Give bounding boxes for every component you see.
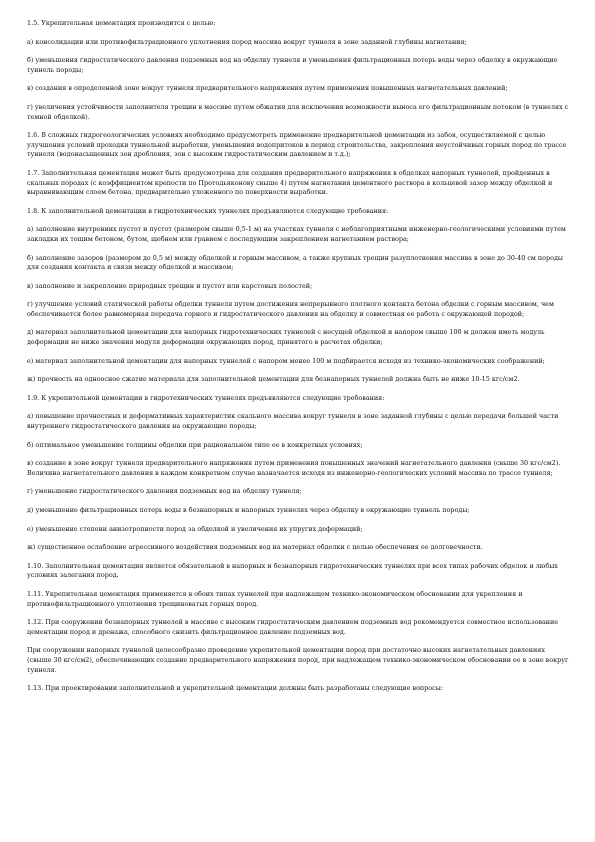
- paragraph-1-8-zh: ж) прочность на одноосное сжатие материала для заполнительной цементации для безнапорных туннелей должна быть не ниже 10-15 кгс/см2.: [27, 375, 520, 384]
- paragraph-1-9-g: г) уменьшение гидростатического давления подземных вод на обделку туннеля;: [27, 487, 302, 496]
- paragraph-1-5: 1.5. Укрепительная цементация производится с целью:: [27, 19, 216, 27]
- paragraph-1-9-v: в) создание в зоне вокруг туннеля предварительного напряжения путем применения повышенных значений нагнетательного давления (свыше 30 кгс/см2). Величина нагнетательного давления в каждом конкретном случае назначается исходя из инженерно-геологических условий массива по трассе туннеля;: [27, 459, 561, 477]
- paragraph-1-5-g: г) увеличения устойчивости заполнителя трещин в массиве путем обжатия для исключения возможности выноса его фильтрационным потоком (в туннелях с темной обделкой).: [27, 102, 569, 121]
- paragraph-1-11: 1.11. Укрепительная цементация применяется в обоих типах туннелей при надлежащем технико-экономическом обосновании для укрепления и противофильтрационного уплотнения трещиноватых горных пород.: [27, 589, 523, 608]
- paragraph-1-9-a: а) повышение прочностных и деформативных характеристик скального массива вокруг туннеля в зоне заданной глубины с целью передачи большей части внутреннего гидростатического давления на окружающие породы;: [27, 412, 559, 431]
- paragraph-1-9-zh: ж) существенное ослабление агрессивного воздействия подземных вод на материал обделки с целью обеспечения ее долговечности.: [27, 543, 483, 552]
- paragraph-1-13: 1.13. При проектировании заполнительной и укрепительной цементации должны быть разработаны следующие вопросы:: [27, 684, 443, 693]
- paragraph-1-8-b: б) заполнение зазоров (размером до 0,5 м) между обделкой и горным массивом, а также крупных трещин разуплотнения массива в зоне до 30-40 см породы для создания контакта и связи между обделкой и массивом;: [27, 253, 563, 272]
- paragraph-1-8-a: а) заполнение внутренних пустот и пустот (размером свыше 0,5-1 м) на участках туннеля с неблагоприятными инженерно-геологическими условиями путем закладки их тощим бетоном, бутом, щебнем или гравием с последующим закреплением нагнетанием раствора;: [27, 225, 566, 243]
- paragraph-1-8: 1.8. К заполнительной цементации в гидротехнических туннелях предъявляются следующие требования:: [27, 206, 389, 215]
- paragraph-1-5-a: а) консолидации или противофильтрационного уплотнения пород массива вокруг туннеля в зоне заданной глубины нагнетания;: [27, 37, 467, 46]
- paragraph-1-5-v: в) создания в определенной зоне вокруг туннеля предварительного напряжения путем применения повышенных нагнетательных давлений;: [27, 84, 508, 93]
- paragraph-1-8-e: е) материал заполнительной цементации для напорных туннелей с напором менее 100 м подбирается исходя из технико-экономических соображений;: [27, 356, 545, 365]
- paragraph-1-5-b: б) уменьшения гидростатического давления подземных вод на обделку туннеля и уменьшения фильтрационных потерь воды через обделку в окружающие туннель породы;: [27, 56, 558, 74]
- paragraph-1-8-g: г) улучшение условий статической работы обделки туннеля путем достижения непрерывного плотного контакта бетона обделки с горным массивом, чем обеспечивается более равномерная передача горного и гидростатического давления на обделку и совместная ее работа с окружающей породой;: [27, 300, 554, 318]
- paragraph-1-9-e: е) уменьшение степени анизотропности пород за обделкой и увеличения их упругих деформаций;: [27, 524, 363, 533]
- paragraph-1-8-d: д) материал заполнительной цементации для напорных гидротехнических туннелей с несущей обделкой и напором свыше 100 м должен иметь модуль деформации не ниже значения модуля деформации окружающих пород, принятого в расчетах обделки;: [27, 328, 545, 347]
- paragraph-1-8-v: в) заполнение и закрепление природных трещин и пустот или карстовых полостей;: [27, 281, 313, 290]
- paragraph-1-10: 1.10. Заполнительная цементация является обязательной в напорных и безнапорных гидротехнических туннелях при всех типах рабочих обделок и любых условиях залегания пород.: [27, 561, 558, 580]
- paragraph-1-9: 1.9. К укрепительной цементации в гидротехнических туннелях предъявляются следующие требования:: [27, 393, 385, 402]
- paragraph-1-9-d: д) уменьшение фильтрационных потерь воды в безнапорных и напорных туннелях через обделку в окружающие туннель породы;: [27, 506, 470, 514]
- document-body: [27, 19, 569, 703]
- paragraph-1-6: 1.6. В сложных гидрогеологических условиях необходимо предусмотреть применение предварительной цементации из забоя, осуществляемой с целью улучшения условий проходки туннельной выработки, уменьшения водопритоков в период строительства, закрепления неустойчивых горных пород по трассе туннеля (водонасыщенных зон дробления, зон с высоким гидростатическим давлением и т.д.);: [27, 131, 567, 159]
- paragraph-1-7: 1.7. Заполнительная цементация может быть предусмотрена для создания предварительного напряжения в обделках напорных туннелей, пройденных в скальных породах (с коэффициентом крепости по Протодьяконову свыше 4) путем нагнетания цементного раствора в кольцевой зазор между обделкой и выравнивающим слоем бетона, предварительно уложенного по поверхности выработки.: [27, 168, 553, 197]
- paragraph-1-9-b: б) оптимальное уменьшение толщины обделки при рациональном типе ее в конкретных условиях;: [27, 440, 363, 449]
- paragraph-1-12: 1.12. При сооружении безнапорных туннелей в массиве с высоким гидростатическим давлением подземных вод рекомендуется совместное использование цементации пород и дренажа, способного снизить фильтрационное давление подземных вод.: [27, 618, 559, 636]
- paragraph-1-12-cont: При сооружении напорных туннелей целесообразно проведение укрепительной цементации пород при достаточно высоких нагнетательных давлениях (свыше 30 кгс/см2), обеспечивающих создание предварительного напряжения пород, при надлежащем технико-экономическом обосновании ее в зоне вокруг туннеля.: [27, 646, 569, 674]
